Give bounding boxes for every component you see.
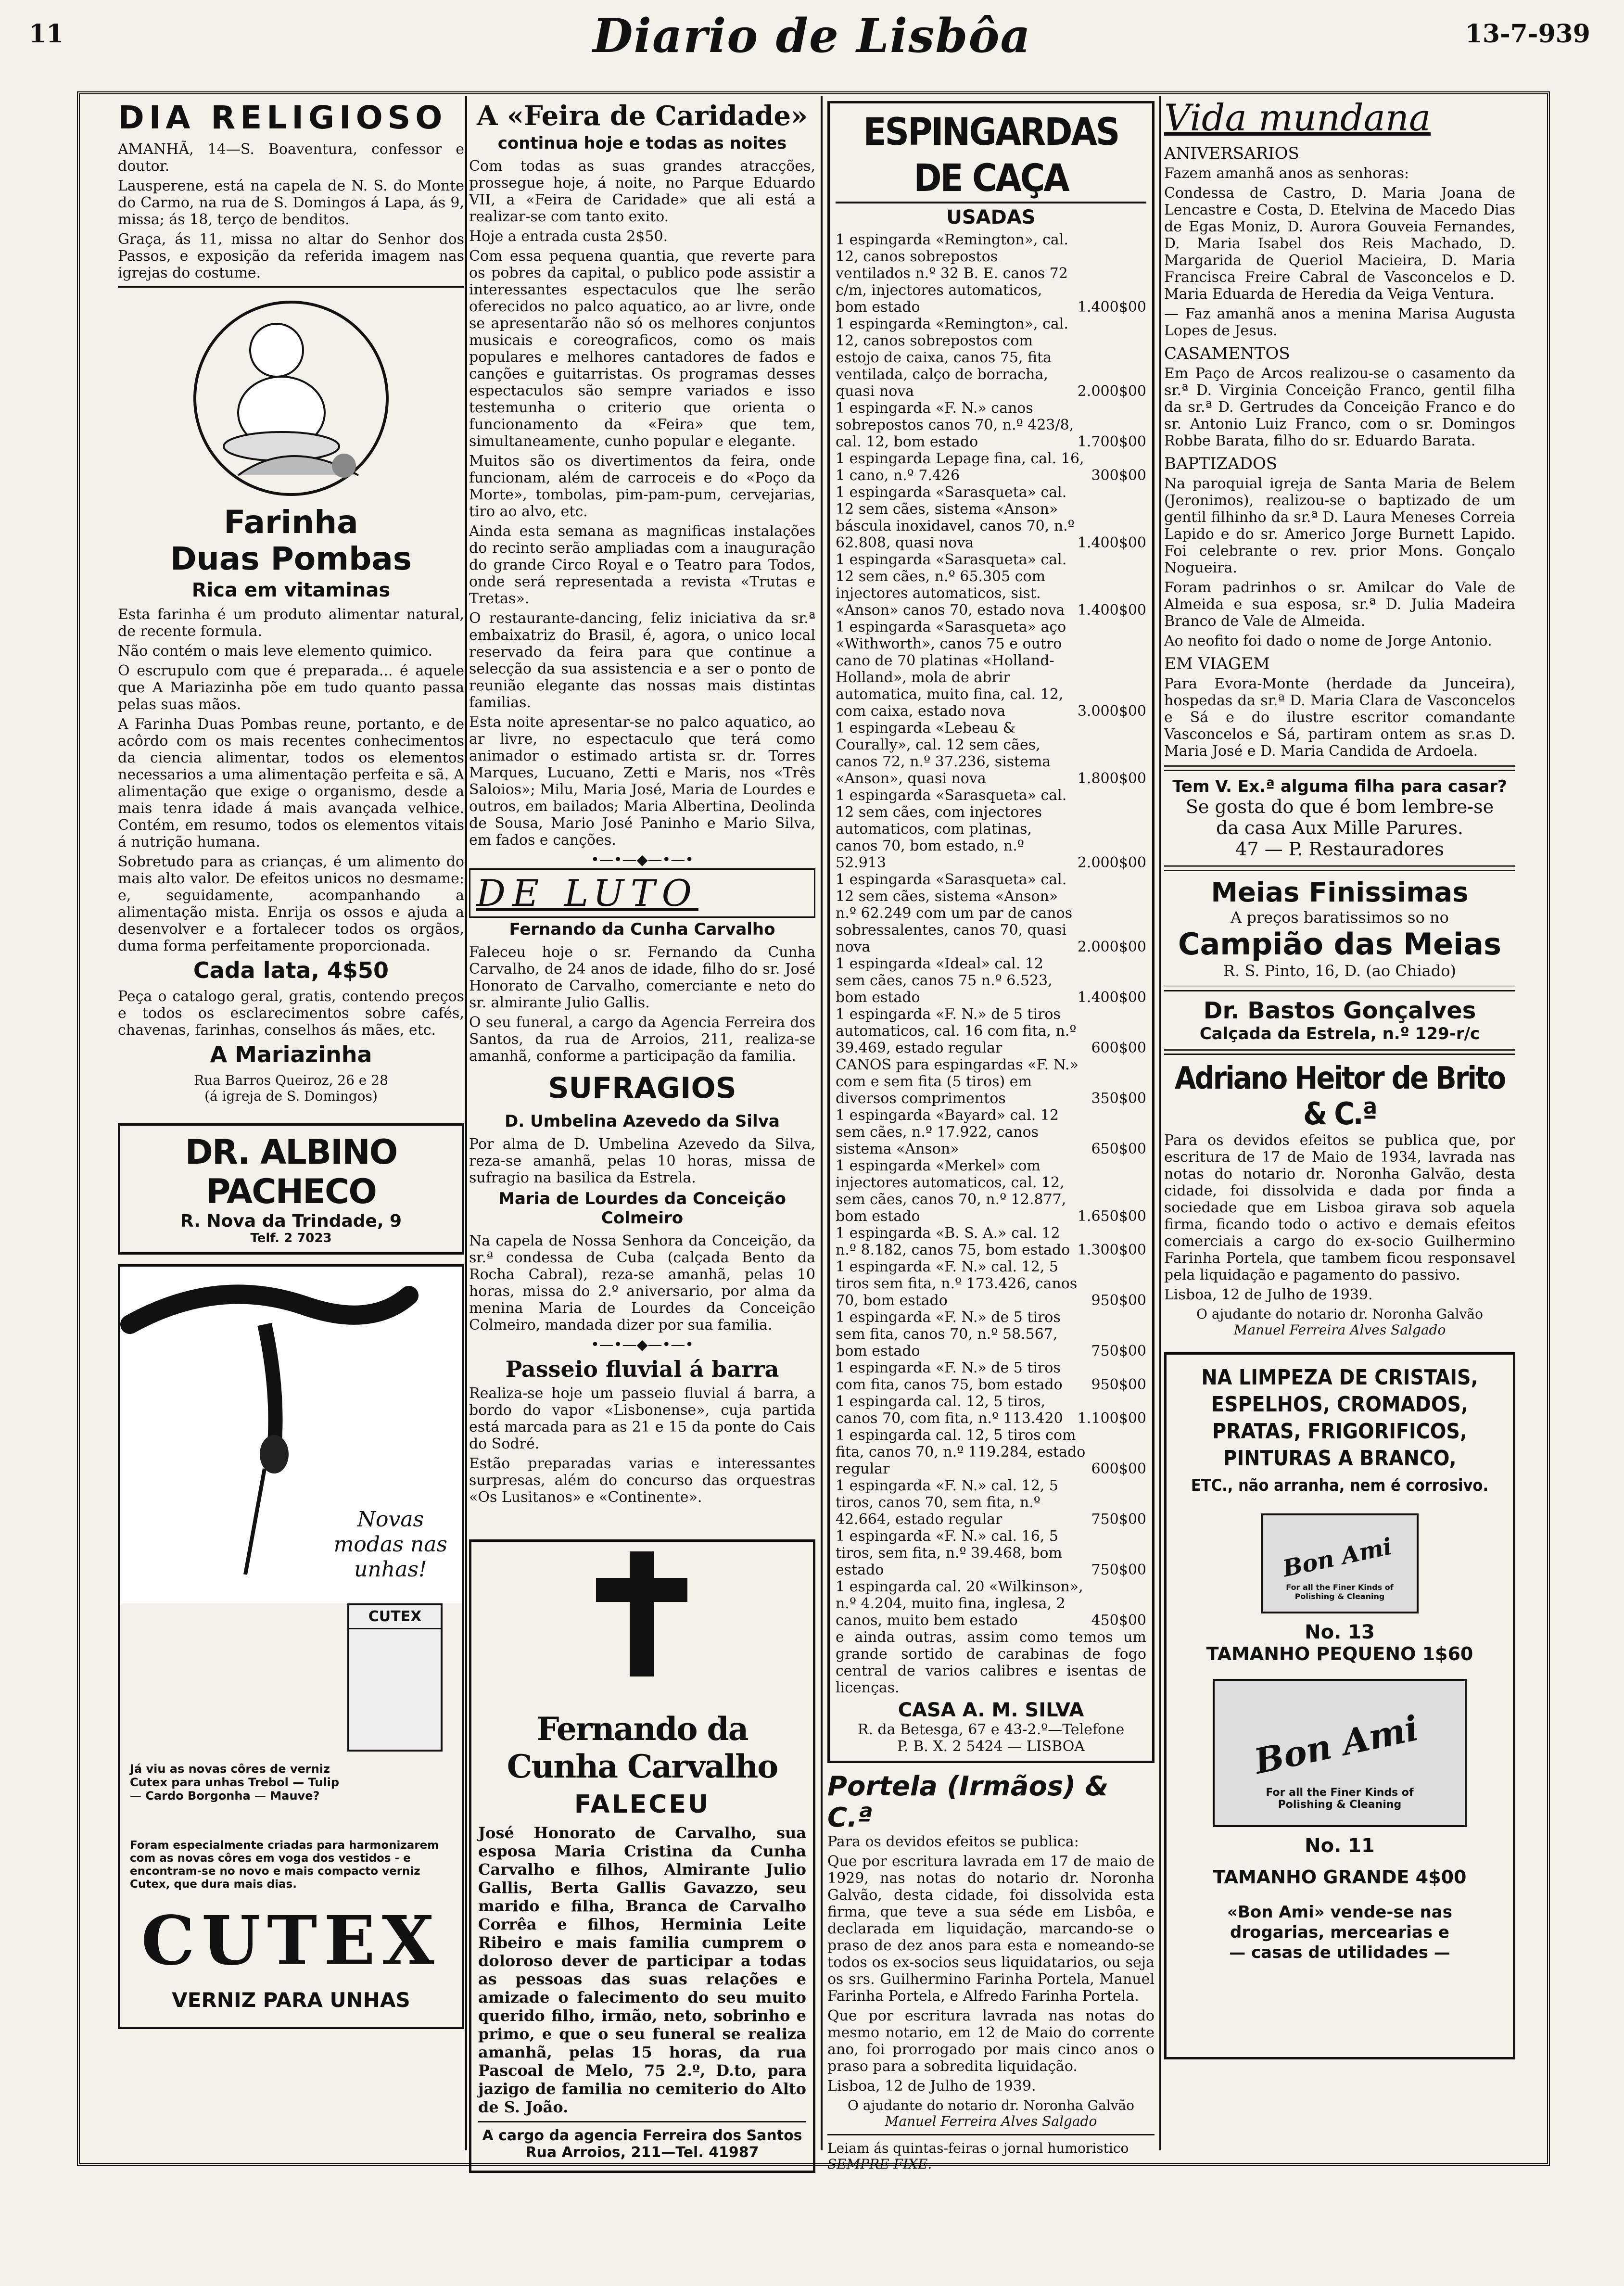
portela-signature: O ajudante do notario dr. Noronha Galvão <box>848 2097 1134 2113</box>
farinha-body: Esta farinha é um produto alimentar natural, de recente formula. <box>118 606 464 640</box>
gun-item-price: 450$00 <box>1091 1612 1146 1629</box>
bonami-foot-2: drogarias, mercearias e <box>1230 1923 1449 1942</box>
feira-body: Ainda esta semana as magnificas instalações do recinto serão ampliadas com a inauguração do grande Circo Royal e o Teatro para Todos, onde será representada a revista «Trutas e Tretas». <box>469 523 815 607</box>
gun-item-price: 600$00 <box>1091 1460 1146 1477</box>
espingardas-closing: e ainda outras, assim como temos um grande sortido de carabinas de fogo central de varios calibres e isentas de licenças. <box>836 1629 1146 1696</box>
gun-item-desc: 1 espingarda cal. 20 «Wilkinson», n.º 4.204, muito fina, inglesa, 2 canos, muito bem estado <box>836 1578 1083 1629</box>
feira-body: Muitos são os divertimentos da feira, onde funcionam, além de carroceis e do «Poço da Morte», tombolas, pim-pam-pum, cervejarias, tiro ao alvo, etc. <box>469 453 815 520</box>
luto-body: Faleceu hoje o sr. Fernando da Cunha Carvalho, de 24 anos de idade, filho do sr. José Honorato de Carvalho, comerciante e neto do sr. almirante Julio Gallis. <box>469 944 815 1011</box>
gun-item-price: 350$00 <box>1091 1090 1146 1107</box>
portela-body: Que por escritura lavrada em 17 de maio de 1929, nas notas do notario dr. Noronha Galvão, desta cidade, foi dissolvida esta firma, que teve a sua séde em Lisbôa, e declarada em liquidação, marcando-se o praso de dez anos para esta e nomeando-se todos os ex-socios seus liquidatarios, ou seja os srs. Guilhermino Farinha Portela, Manuel Farinha Portela, e Alfredo Farinha Portela. <box>827 1853 1155 2005</box>
feira-body: Com todas as suas grandes atracções, prossegue hoje, á noite, no Parque Eduardo VII, a «Feira de Caridade» que ali está a realizar-se com tanto exito. <box>469 158 815 225</box>
bonami-head-2: ESPELHOS, CROMADOS, <box>1211 1392 1469 1417</box>
filha-line-2: da casa Aux Mille Parures. <box>1216 817 1463 838</box>
bonami-foot-3: — casas de utilidades — <box>1229 1943 1450 1962</box>
farinha-subtitle: Rica em vitaminas <box>191 579 391 601</box>
gun-item-desc: 1 espingarda «F. N.» cal. 12, 5 tiros sem fita, n.º 173.426, canos 70, bom estado <box>836 1258 1078 1309</box>
pacheco-address: R. Nova da Trindade, 9 <box>180 1211 402 1231</box>
cross-icon <box>478 1551 805 1676</box>
aniversarios-text: Condessa de Castro, D. Maria Joana de Lencastre e Costa, D. Etelvina de Macedo Dias de Egas Moniz, D. Aurora Gouveia Fernandes, D. Maria Isabel dos Reis Machado, D. Margarida de Queriol Macieira, D. Maria Francisca Freire Cabral de Vasconcelos e D. Maria Eduarda de Heredia da Veiga Ventura. <box>1164 185 1515 303</box>
page-header <box>0 0 1624 72</box>
farinha-price: Cada lata, 4$50 <box>193 957 389 983</box>
feira-title: A «Feira de Caridade» <box>477 100 808 132</box>
bonami-large-price: TAMANHO GRANDE 4$00 <box>1213 1867 1467 1888</box>
espingardas-ad <box>827 101 1155 1763</box>
gun-item-desc: 1 espingarda «Sarasqueta» cal. 12 sem cães, sistema «Anson» báscula inoxidavel, canos 70, n.º 62.808, quasi nova <box>836 484 1075 551</box>
obituary-box <box>469 1539 815 2173</box>
cutex-bottle <box>347 1603 443 1752</box>
feira-body: Com essa pequena quantia, que reverte para os pobres da capital, o publico pode assistir a interessantes espectaculos que lhe serão oferecidos no palco aquatico, ao ar livre, onde se apresentarão não só os melhores conjuntos musicais e coreograficos, como os mais populares e melhores cantadores de fados e canções e guitarristas. Os programas desses espectaculos são sempre variados e isso testemunha o criterio que orienta o funcionamento da «Feira» que tem, simultaneamente, cunho popular e elegante. <box>469 248 815 450</box>
gun-item-desc: 1 espingarda «F. N.» cal. 12, 5 tiros, canos 70, sem fita, n.º 42.664, estado regular <box>836 1477 1058 1528</box>
gun-item-price: 300$00 <box>1091 467 1146 484</box>
cutex-slogan-3: unhas! <box>354 1557 427 1582</box>
meias-address: R. S. Pinto, 16, D. (ao Chiado) <box>1223 962 1456 980</box>
issue-date: 13-7-939 <box>1465 19 1590 49</box>
gun-item-price: 1.400$00 <box>1077 602 1146 619</box>
gun-item <box>836 450 1146 484</box>
gun-item <box>836 1477 1146 1528</box>
bonami-head: NA LIMPEZA DE CRISTAIS, <box>1201 1365 1478 1390</box>
bonami-foot: «Bon Ami» vende-se nas <box>1227 1903 1452 1922</box>
passeio-title: Passeio fluvial á barra <box>505 1356 779 1382</box>
suf2-name: Maria de Lourdes da Conceição Colmeiro <box>498 1189 786 1228</box>
filha-address: 47 — P. Restauradores <box>1235 838 1444 860</box>
column-3 <box>827 96 1155 2172</box>
gun-item <box>836 400 1146 450</box>
luto-title: DE LUTO <box>469 868 815 918</box>
adriano-title: Adriano Heitor de Brito & C.ª <box>1174 1061 1505 1132</box>
gun-item-price: 950$00 <box>1091 1292 1146 1309</box>
gun-item <box>836 1056 1146 1107</box>
gun-item-price: 1.650$00 <box>1077 1208 1146 1225</box>
column-divider <box>1159 96 1161 2150</box>
baptizados-text: Na paroquial igreja de Santa Maria de Belem (Jeronimos), realizou-se o baptizado de um gentil filhinho da sr.ª D. Laura Meneses Correia Lapido e do sr. Americo Jorge Burnett Lapido. Foi celebrante o rev. prior Mons. Gonçalo Nogueira. <box>1164 475 1515 576</box>
espingardas-title: ESPINGARDAS DE CAÇA <box>836 109 1146 203</box>
baptizados-text: Foram padrinhos o sr. Amilcar do Vale de Almeida e sua esposa, sr.ª D. Julia Madeira Branco de Vale de Almeida. <box>1164 579 1515 630</box>
bonami-no13: No. 13 <box>1305 1621 1375 1643</box>
gun-item <box>836 484 1146 551</box>
bonami-head-5: ETC., não arranha, nem é corrosivo. <box>1191 1476 1489 1495</box>
pacheco-phone: Telf. 2 7023 <box>250 1231 332 1245</box>
pacheco-name: DR. ALBINO PACHECO <box>185 1132 397 1211</box>
gun-item-desc: 1 espingarda «Merkel» com injectores automaticos, cal. 12, sem cães, canos 70, n.º 12.877, bom estado <box>836 1157 1066 1225</box>
obit-agency-address: Rua Arroios, 211—Tel. 41987 <box>525 2144 759 2161</box>
aniversarios-text: Fazem amanhã anos as senhoras: <box>1164 165 1409 182</box>
aniversarios-heading: ANIVERSARIOS <box>1164 144 1299 163</box>
casamentos-heading: CASAMENTOS <box>1164 344 1290 363</box>
religioso-line: AMANHÃ, 14—S. Boaventura, confessor e doutor. <box>118 141 464 175</box>
bonami-brand-large: Bon Ami <box>1250 1707 1422 1782</box>
gun-item-desc: 1 espingarda «Remington», cal. 12, canos sobrepostos com estojo de caixa, canos 75, fita ventilada, calço de borracha, quasi nova <box>836 316 1068 400</box>
gun-item-price: 3.000$00 <box>1077 703 1146 720</box>
religioso-line: Graça, ás 11, missa no altar do Senhor dos Passos, e exposição da referida imagem nas igrejas do costume. <box>118 231 464 281</box>
adriano-body: Para os devidos efeitos se publica que, por escritura de 17 de Maio de 1934, lavrada nas notas do notario dr. Noronha Galvão, desta cidade, foi dissolvida e dada por finda a sociedade que em Lisboa girava sob aquela firma, ficando todo o activo e demais efeitos comerciais a cargo do ex-socio Guilhermino Farinha Portela, que tambem ficou responsavel pela liquidação e pagamento do passivo. <box>1164 1132 1515 1283</box>
bon-ami-ad <box>1164 1352 1515 2059</box>
feira-subtitle: continua hoje e todas as noites <box>497 134 787 153</box>
bonami-small-pack <box>1261 1513 1419 1613</box>
shop-name: CASA A. M. SILVA <box>898 1699 1084 1721</box>
bonami-head-4: PINTURAS A BRANCO, <box>1223 1446 1457 1471</box>
meias-brand: Campião das Meias <box>1178 927 1502 962</box>
viagem-heading: EM VIAGEM <box>1164 654 1270 673</box>
gun-item-desc: 1 espingarda «Sarasqueta» cal. 12 sem cães, n.º 65.305 com injectores automaticos, sist. «Anson» canos 70, estado nova <box>836 551 1067 619</box>
gun-item <box>836 720 1146 787</box>
gun-item-desc: 1 espingarda «Bayard» cal. 12 sem cães, n.º 17.922, canos sistema «Anson» <box>836 1107 1059 1157</box>
gun-item-price: 1.400$00 <box>1077 989 1146 1006</box>
bonami-large-pack <box>1213 1679 1467 1827</box>
gun-item-desc: 1 espingarda «F. N.» de 5 tiros automaticos, cal. 16 com fita, n.º 39.469, estado regular <box>836 1006 1077 1056</box>
pacheco-ad <box>118 1123 464 1255</box>
sufragios-title: SUFRAGIOS <box>548 1071 736 1105</box>
gun-item-price: 1.300$00 <box>1077 1242 1146 1258</box>
cutex-text: Já viu as novas côres de verniz Cutex para unhas Trebol — Tulip — Cardo Borgonha — Mauve? <box>130 1762 340 1803</box>
farinha-catalog: Peça o catalogo geral, gratis, contendo preços e todos os esclarecimentos sobre cafés, chavenas, farinhas, conselhos ás mães, etc. <box>118 988 464 1039</box>
shop-address-2: P. B. X. 2 5424 — LISBOA <box>897 1738 1085 1755</box>
gun-item-desc: CANOS para espingardas «F. N.» com e sem fita (5 tiros) em diversos comprimentos <box>836 1056 1078 1107</box>
portela-body: Para os devidos efeitos se publica: <box>827 1833 1079 1850</box>
luto-name: Fernando da Cunha Carvalho <box>509 920 775 939</box>
luto-body: O seu funeral, a cargo da Agencia Ferreira dos Santos, da rua de Arroios, 211, realiza-se amanhã, conforme a participação da familia. <box>469 1014 815 1065</box>
meias-subtitle: A preços baratissimos so no <box>1231 908 1449 927</box>
suf1-text: Por alma de D. Umbelina Azevedo da Silva, reza-se amanhã, pelas 10 horas, missa de sufragio na basilica da Estrela. <box>469 1136 815 1186</box>
gun-item-price: 2.000$00 <box>1077 854 1146 871</box>
cutex-text-2: Foram especialmente criadas para harmonizarem com as novas côres em voga dos vestidos - e encontram-se no novo e mais compacto verniz Cutex, que dura mais dias. <box>130 1839 439 1891</box>
portela-date: Lisboa, 12 de Julho de 1939. <box>827 2078 1036 2095</box>
farinha-body: A Farinha Duas Pombas reune, portanto, e de acôrdo com os mais recentes conhecimentos da ciencia alimentar, todos os elementos necessarios a uma alimentação perfeita e sã. A alimentação que exige o organismo, desde a mais tenra idade á mais avançada velhice. Contém, em resumo, todos os elementos vitais á nutrição humana. <box>118 716 464 851</box>
casamentos-text: Em Paço de Arcos realizou-se o casamento da sr.ª D. Virginia Conceição Franco, gentil filha da sr.ª D. Gertrudes da Conceição Franco e do sr. Antonio Luiz Franco, com o sr. Domingos Robbe Barata, filho do sr. Eduardo Barata. <box>1164 365 1515 449</box>
passeio-text: Realiza-se hoje um passeio fluvial á barra, a bordo do vapor «Lisbonense», cuja partida está marcada para as 21 e 15 da ponte do Cais do Sodré. <box>469 1385 815 1452</box>
gun-item-price: 600$00 <box>1091 1040 1146 1056</box>
gun-item-desc: 1 espingarda «Lebeau & Courally», cal. 12 sem cães, canos 72, n.º 37.236, sistema «Anson», quasi nova <box>836 720 1051 787</box>
mariazinha-brand: A Mariazinha <box>210 1041 372 1067</box>
dr-goncalves-name: Dr. Bastos Gonçalves <box>1203 997 1476 1024</box>
gun-item <box>836 1258 1146 1309</box>
shop-address: R. da Betesga, 67 e 43-2.º—Telefone <box>857 1721 1125 1738</box>
feira-body: O restaurante-dancing, feliz iniciativa da sr.ª embaixatriz do Brasil, é, agora, o unico local reservado da feira para que continue a selecção da sua assistencia e a ser o ponto de reunião elegante das nossas mais distintas familias. <box>469 610 815 711</box>
gun-item-desc: 1 espingarda «F. N.» cal. 16, 5 tiros, sem fita, n.º 39.468, bom estado <box>836 1528 1062 1578</box>
column-divider <box>821 96 823 2150</box>
sempre-fixe-name: SEMPRE FIXE. <box>827 2156 932 2172</box>
aniversarios-text: — Faz amanhã anos a menina Marisa Augusta Lopes de Jesus. <box>1164 305 1515 339</box>
cutex-ad <box>118 1264 464 2029</box>
dr-goncalves-address: Calçada da Estrela, n.º 129-r/c <box>1199 1024 1480 1043</box>
filha-question: Tem V. Ex.ª alguma filha para casar? <box>1172 777 1507 796</box>
suf1-name: D. Umbelina Azevedo da Silva <box>505 1112 780 1131</box>
farinha-body: Não contém o mais leve elemento quimico. <box>118 643 433 660</box>
espingardas-subtitle: USADAS <box>946 206 1036 229</box>
viagem-text: Para Evora-Monte (herdade da Junceira), hospedas da sr.ª D. Maria Clara de Vasconcelos e Sá e do ilustre escritor comandante Vasconcelos e Sá, partiram ontem as sr.as D. Maria José e D. Maria Candida de Ardoela. <box>1164 675 1515 760</box>
vida-mundana-title: Vida mundana <box>1164 96 1431 139</box>
farinha-title-2: Duas Pombas <box>170 540 412 577</box>
baby-illustration <box>118 292 464 504</box>
gun-item <box>836 1427 1146 1477</box>
passeio-text: Estão preparadas varias e interessantes surpresas, além do concurso das orquestras «Os Lusitanos» e «Continente». <box>469 1455 815 1506</box>
gun-item-price: 1.400$00 <box>1077 534 1146 551</box>
page-number: 11 <box>29 19 64 49</box>
ornament-divider: •—•—◆—•—• <box>591 1336 694 1353</box>
gun-item-price: 2.000$00 <box>1077 383 1146 400</box>
portela-body: Que por escritura lavrada nas notas do mesmo notario, em 12 de Maio do corrente ano, foi prorrogado por mais cinco anos o praso para a sobredita liquidação. <box>827 2007 1155 2075</box>
gun-item <box>836 1578 1146 1629</box>
gun-item-price: 750$00 <box>1091 1562 1146 1578</box>
gun-item <box>836 787 1146 871</box>
adriano-signature-2: Manuel Ferreira Alves Salgado <box>1233 1322 1446 1338</box>
gun-item <box>836 1225 1146 1258</box>
column-1 <box>118 96 464 2150</box>
gun-item-desc: 1 espingarda Lepage fina, cal. 16, 1 cano, n.º 7.426 <box>836 450 1084 484</box>
mariazinha-address-2: (á igreja de S. Domingos) <box>204 1088 378 1104</box>
bonami-pack-text-large: For all the Finer Kinds of Polishing & Cleaning <box>1266 1787 1414 1811</box>
gun-item <box>836 955 1146 1006</box>
gun-item-desc: 1 espingarda «Sarasqueta» cal. 12 sem cães, com injectores automaticos, com platinas, canos 70, bom estado, n.º 52.913 <box>836 787 1067 871</box>
bonami-head-3: PRATAS, FRIGORIFICOS, <box>1212 1419 1467 1444</box>
gun-item-price: 950$00 <box>1091 1376 1146 1393</box>
bonami-pack-text: For all the Finer Kinds of Polishing & Cleaning <box>1286 1583 1394 1601</box>
suf2-text: Na capela de Nossa Senhora da Conceição, da sr.ª condessa de Cuba (calçada Bento da Rocha Cabral), reza-se amanhã, pelas 10 horas, missa do 2.º aniversario, por alma da menina Maria de Lourdes da Conceição Colmeiro, mandada dizer por sua familia. <box>469 1232 815 1334</box>
gun-item-desc: 1 espingarda «F. N.» canos sobrepostos canos 70, n.º 423/8, cal. 12, bom estado <box>836 400 1074 450</box>
mariazinha-address: Rua Barros Queiroz, 26 e 28 <box>194 1072 388 1088</box>
gun-item <box>836 316 1146 400</box>
sempre-fixe-note: Leiam ás quintas-feiras o jornal humoristico <box>827 2140 1129 2156</box>
cutex-tagline: VERNIZ PARA UNHAS <box>172 1988 410 2012</box>
gun-item-desc: 1 espingarda «Sarasqueta» cal. 12 sem cães, sistema «Anson» n.º 62.249 com um par de canos sobressalentes, canos 70, quasi nova <box>836 871 1073 955</box>
gun-item <box>836 619 1146 720</box>
gun-item-desc: 1 espingarda «Ideal» cal. 12 sem cães, canos 75 n.º 6.523, bom estado <box>836 955 1053 1006</box>
filha-line: Se gosta do que é bom lembre-se <box>1185 796 1494 817</box>
meias-title: Meias Finissimas <box>1211 877 1469 908</box>
bonami-no11: No. 11 <box>1305 1835 1375 1857</box>
adriano-signature: O ajudante do notario dr. Noronha Galvão <box>1196 1306 1483 1322</box>
baptizados-heading: BAPTIZADOS <box>1164 454 1278 473</box>
gun-item-desc: 1 espingarda «F. N.» de 5 tiros com fita, canos 75, bom estado <box>836 1359 1063 1393</box>
gun-item-price: 2.000$00 <box>1077 939 1146 955</box>
farinha-title: Farinha <box>224 504 358 541</box>
gun-item <box>836 871 1146 955</box>
portela-signature-2: Manuel Ferreira Alves Salgado <box>885 2113 1097 2129</box>
feira-body: Esta noite apresentar-se no palco aquatico, ao ar livre, no espectaculo que terá como animador o estimado artista sr. dr. Torres Marques, Lucuano, Zetti e Maris, nos «Três Saloios»; Milu, Maria José, Maria de Lourdes e outros, em bailados; Maria Albertina, Deolinda de Sousa, Mario José Paninho e Mario Silva, em fados e canções. <box>469 714 815 849</box>
gun-item <box>836 1157 1146 1225</box>
gun-item-price: 650$00 <box>1091 1141 1146 1157</box>
gun-item <box>836 1107 1146 1157</box>
gun-item <box>836 231 1146 316</box>
religioso-title: DIA RELIGIOSO <box>118 99 447 136</box>
baptizados-text: Ao neofito foi dado o nome de Jorge Antonio. <box>1164 633 1492 649</box>
gun-item-desc: 1 espingarda «B. S. A.» cal. 12 n.º 8.182, canos 75, bom estado <box>836 1225 1070 1258</box>
gun-item-price: 1.700$00 <box>1077 433 1146 450</box>
column-2 <box>469 96 815 2161</box>
bonami-small-price: TAMANHO PEQUENO 1$60 <box>1206 1643 1473 1664</box>
obit-agency: A cargo da agencia Ferreira dos Santos <box>482 2127 802 2144</box>
ornament-divider: •—•—◆—•—• <box>591 851 694 868</box>
cutex-bottle-label: CUTEX <box>349 1605 441 1629</box>
column-4 <box>1164 96 1515 2150</box>
farinha-ad <box>118 292 464 1104</box>
column-divider <box>465 96 467 2150</box>
religioso-line: Lausperene, está na capela de N. S. do Monte do Carmo, na rua de S. Domingos á Lapa, ás 9, missa; ás 18, terço de benditos. <box>118 178 464 228</box>
obit-name: Fernando da Cunha Carvalho <box>507 1710 778 1785</box>
adriano-date: Lisboa, 12 de Julho de 1939. <box>1164 1286 1373 1303</box>
portela-title: Portela (Irmãos) & C.ª <box>827 1771 1109 1833</box>
gun-item-price: 1.100$00 <box>1077 1410 1146 1427</box>
gun-item-price: 1.800$00 <box>1077 770 1146 787</box>
cutex-slogan-2: modas nas <box>333 1532 447 1557</box>
bonami-brand: Bon Ami <box>1280 1533 1395 1583</box>
gun-item-desc: 1 espingarda «Remington», cal. 12, canos sobrepostos ventilados n.º 32 B. E. canos 72 c/m, injectores automaticos, bom estado <box>836 231 1068 316</box>
gun-item <box>836 1006 1146 1056</box>
gun-item <box>836 1528 1146 1578</box>
obit-text: José Honorato de Carvalho, sua esposa Maria Cristina da Cunha Carvalho e filhos, Almirante Julio Gallis, Berta Gallis Gavazzo, seu marido e filha, Branca de Carvalho Corrêa e filhos, Herminia Leite Ribeiro e mais familia cumprem o doloroso dever de participar a todas as pessoas das suas relações e amizade o falecimento do seu muito querido filho, irmão, neto, sobrinho e primo, e que o seu funeral se realiza amanhã, pelas 15 horas, da rua Pascoal de Melo, 75 2.º, D.to, para jazigo de familia no cemiterio do Alto de S. João. <box>478 1824 806 2116</box>
gun-item-desc: 1 espingarda «Sarasqueta» aço «Withworth», canos 75 e outro cano de 70 platinas «Holland-Holland», mola de abrir automatica, muito fina, cal. 12, com caixa, estado nova <box>836 619 1066 720</box>
gun-item <box>836 1309 1146 1359</box>
farinha-body: O escrupulo com que é preparada... é aquele que A Mariazinha põe em tudo quanto passa pelas suas mãos. <box>118 662 464 713</box>
gun-item <box>836 1393 1146 1427</box>
obit-faleceu: FALECEU <box>574 1790 710 1819</box>
gun-item-desc: 1 espingarda cal. 12, 5 tiros com fita, canos 70, n.º 119.284, estado regular <box>836 1427 1086 1477</box>
gun-item-price: 1.400$00 <box>1077 299 1146 316</box>
gun-item-price: 750$00 <box>1091 1511 1146 1528</box>
cutex-slogan: Novas <box>357 1507 424 1532</box>
gun-item-desc: 1 espingarda «F. N.» de 5 tiros sem fita, canos 70, n.º 58.567, bom estado <box>836 1309 1061 1359</box>
gun-list <box>836 231 1146 1629</box>
cutex-brand: CUTEX <box>141 1902 441 1981</box>
masthead: Diario de Lisbôa <box>593 9 1031 63</box>
gun-item-desc: 1 espingarda cal. 12, 5 tiros, canos 70, com fita, n.º 113.420 <box>836 1393 1063 1427</box>
gun-item <box>836 1359 1146 1393</box>
farinha-body: Sobretudo para as crianças, é um alimento do mais alto valor. De efeitos unicos no desmame: e, seguidamente, acompanhando a alimentação mista. Enrija os ossos e ajuda a desenvolver e a fortalecer todos os orgãos, duma forma perfeitamente proporcionada. <box>118 853 464 954</box>
feira-body: Hoje a entrada custa 2$50. <box>469 228 668 245</box>
gun-item <box>836 551 1146 619</box>
gun-item-price: 750$00 <box>1091 1343 1146 1359</box>
